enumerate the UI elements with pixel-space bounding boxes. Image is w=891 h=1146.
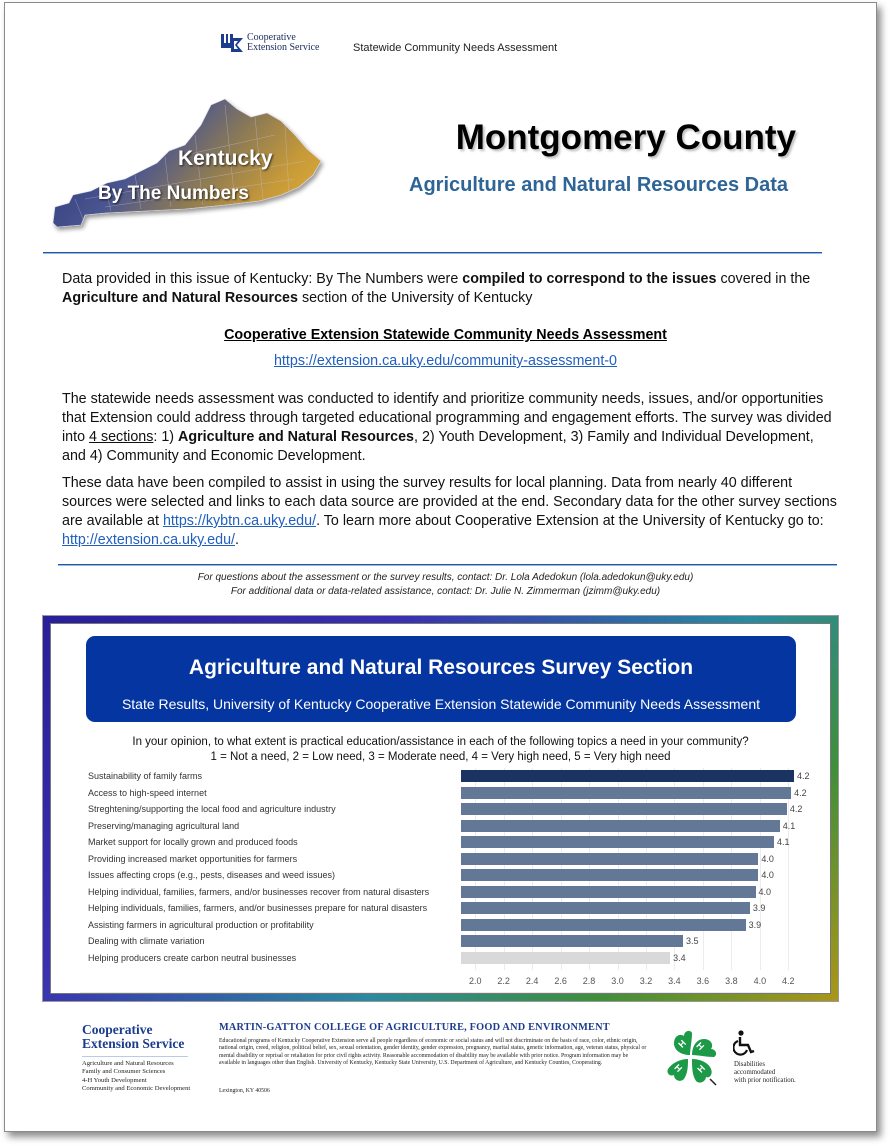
- bar: [461, 886, 756, 898]
- x-axis-tick-label: 3.4: [668, 976, 681, 986]
- category-label: Access to high-speed internet: [88, 787, 207, 798]
- bar-value-label: 3.9: [748, 919, 762, 930]
- category-label: Helping individuals, families, farmers, and/or businesses prepare for natural disasters: [88, 903, 428, 913]
- category-label: Providing increased market opportunities for farmers: [88, 853, 298, 864]
- bar-value-label: 3.5: [685, 936, 699, 946]
- x-axis-tick-label: 2.6: [554, 976, 567, 986]
- footer-ces-divider: [82, 1056, 188, 1057]
- contact-assessment: For questions about the assessment or the survey results, contact: Dr. Lola Adedokun (lola.adedokun@uky.edu): [197, 572, 694, 583]
- x-axis-tick-label: 3.0: [611, 976, 624, 986]
- footer-program-list: [82, 1060, 190, 1093]
- bar-value-label: 3.4: [673, 952, 686, 963]
- x-axis-tick-label: 2.0: [468, 976, 482, 986]
- assessment-description-paragraph: The statewide needs assessment was conducted to identify and prioritize community needs, issues, and/or opportunities that Extension could address through targeted educational programming and engagement efforts. The survey was divided into 4 sections: 1) Agriculture and Natural Resources, 2) Youth Development, 3) Family and Individual Development, and 4) Community and Economic Development.: [62, 391, 832, 464]
- survey-banner-subtitle: State Results, University of Kentucky Cooperative Extension Statewide Community Needs Assessment: [121, 696, 761, 712]
- x-axis-tick-label: 3.8: [725, 976, 738, 986]
- bar: [461, 836, 774, 848]
- category-label: Sustainability of family farms: [88, 771, 203, 781]
- bar-value-label: 4.2: [796, 771, 810, 781]
- contact-data: For additional data or data-related assistance, contact: Dr. Julie N. Zimmerman (jzimm@uky.edu): [230, 586, 661, 597]
- category-label: Market support for locally grown and produced foods: [88, 837, 298, 847]
- x-axis-tick-label: 4.2: [782, 976, 795, 986]
- bar: [461, 770, 794, 782]
- chart-bottom-border: [80, 992, 800, 993]
- brand-line1: Cooperative: [247, 32, 296, 43]
- assessment-title: Cooperative Extension Statewide Community Needs Assessment: [224, 327, 667, 343]
- footer-program: Community and Economic Development: [82, 1084, 191, 1092]
- category-label: Streghtening/supporting the local food and agriculture industry: [88, 804, 336, 814]
- page-title: Montgomery County: [455, 118, 796, 157]
- page-subtitle: Agriculture and Natural Resources Data: [409, 174, 788, 196]
- bar-value-label: 4.2: [794, 787, 807, 798]
- category-label: Issues affecting crops (e.g., pests, diseases and weed issues): [88, 870, 335, 880]
- logo-text-kentucky: Kentucky: [178, 147, 273, 170]
- assessment-link[interactable]: https://extension.ca.uky.edu/community-assessment-0: [273, 353, 617, 369]
- x-axis-tick-label: 3.6: [696, 976, 710, 986]
- survey-scale: 1 = Not a need, 2 = Low need, 3 = Moderate need, 4 = Very high need, 5 = Very high need: [210, 751, 671, 763]
- intro-paragraph: Data provided in this issue of Kentucky: By The Numbers were compiled to correspond to the issues covered in the Agriculture and Natural Resources section of the University of Kentucky: [62, 271, 811, 306]
- category-label: Helping individual, families, farmers, and/or businesses recover from natural disasters: [88, 886, 430, 897]
- svg-text:H: H: [676, 1037, 689, 1050]
- data-sources-paragraph: These data have been compiled to assist in using the survey results for local planning. Data from nearly 40 different sources were selected and links to each data source are provided at the end. Secondary data for the other survey sections are available at https://kybtn.ca.uky.edu/. To learn more about Cooperative Extension at the University of Kentucky go to: http://extension.ca.uky.edu/.: [62, 475, 837, 548]
- accessibility-icon: [733, 1030, 757, 1056]
- footer-program: Family and Consumer Sciences: [82, 1068, 166, 1076]
- bar-value-label: 4.0: [761, 853, 774, 864]
- svg-text:H: H: [672, 1062, 685, 1075]
- bar: [461, 803, 787, 815]
- bar-chart: [50, 623, 831, 994]
- category-label: Assisting farmers in agricultural production or profitability: [88, 919, 314, 930]
- disabilities-notice: Disabilities accommodated with prior notification.: [734, 1061, 796, 1085]
- bar-value-label: 4.1: [777, 837, 790, 847]
- footer-address: Lexington, KY 40506: [219, 1088, 270, 1094]
- x-axis-tick-label: 4.0: [753, 976, 767, 986]
- footer-ces-logo: Cooperative Extension Service: [82, 1022, 185, 1051]
- footer-college-name: MARTIN-GATTON COLLEGE OF AGRICULTURE, FOOD AND ENVIRONMENT: [219, 1022, 610, 1033]
- svg-text:H: H: [694, 1040, 707, 1053]
- kybtn-link[interactable]: https://kybtn.ca.uky.edu/: [162, 513, 317, 529]
- bar: [461, 820, 780, 832]
- bar-value-label: 3.9: [752, 903, 766, 913]
- footer-program: Agriculture and Natural Resources: [82, 1060, 174, 1067]
- category-label: Helping producers create carbon neutral businesses: [88, 952, 297, 963]
- survey-banner-title: Agriculture and Natural Resources Survey Section: [188, 656, 694, 679]
- footer-eeo-statement: Educational programs of Kentucky Cooperative Extension serve all people regardless of economic or social status and will not discriminate on the basis of race, color, ethnic origin, national origin, creed, religion, political belief, sex, sexual orientation, gender identity, gender expression, pregnancy, marital status, genetic information, age, veteran status, physical or mental disability or reprisal or retaliation for prior civil rights activity. Reasonable accommodation of disability may be available with prior notice. Program information may be available in languages other than English. University of Kentucky, Kentucky State University, U.S. Department of Agriculture, and Kentucky Counties, Cooperating.: [219, 1038, 647, 1067]
- category-label: Dealing with climate variation: [88, 936, 205, 946]
- bar: [461, 853, 758, 865]
- 4h-clover-icon: [660, 1027, 720, 1087]
- footer-program: 4-H Youth Development: [82, 1076, 147, 1084]
- bar: [461, 869, 758, 881]
- bar: [461, 935, 683, 947]
- brand-line2: Extension Service: [247, 42, 320, 53]
- bar: [461, 787, 791, 799]
- extension-link[interactable]: http://extension.ca.uky.edu/: [62, 532, 235, 548]
- bar-value-label: 4.0: [761, 870, 774, 880]
- x-axis-tick-label: 2.2: [497, 976, 510, 986]
- survey-question: In your opinion, to what extent is practical education/assistance in each of the following topics a need in your community? 1 = Not a need, 2 = Low need, 3 = Moderate need, 4 = Very high need, 5 = Very high need: [50, 735, 831, 765]
- bar-value-label: 4.1: [782, 820, 796, 831]
- bar: [461, 902, 750, 914]
- svg-text:H: H: [695, 1062, 708, 1075]
- bar: [461, 919, 746, 931]
- x-axis-tick-label: 3.2: [639, 976, 653, 986]
- divider-bottom: [58, 564, 837, 566]
- uk-extension-brand: [221, 33, 319, 53]
- divider-top: [43, 252, 822, 254]
- category-label: Preserving/managing agricultural land: [88, 820, 240, 831]
- x-axis-tick-label: 2.4: [525, 976, 539, 986]
- bar-value-label: 4.0: [758, 886, 772, 897]
- x-axis-tick-label: 2.8: [582, 976, 596, 986]
- header-doc-title: Statewide Community Needs Assessment: [353, 42, 558, 54]
- logo-text-by-the-numbers: By The Numbers: [98, 183, 249, 204]
- survey-chart-frame: [43, 616, 838, 1001]
- bar-value-label: 4.2: [789, 804, 803, 814]
- bar: [461, 952, 670, 964]
- uk-logo-icon: [221, 34, 243, 52]
